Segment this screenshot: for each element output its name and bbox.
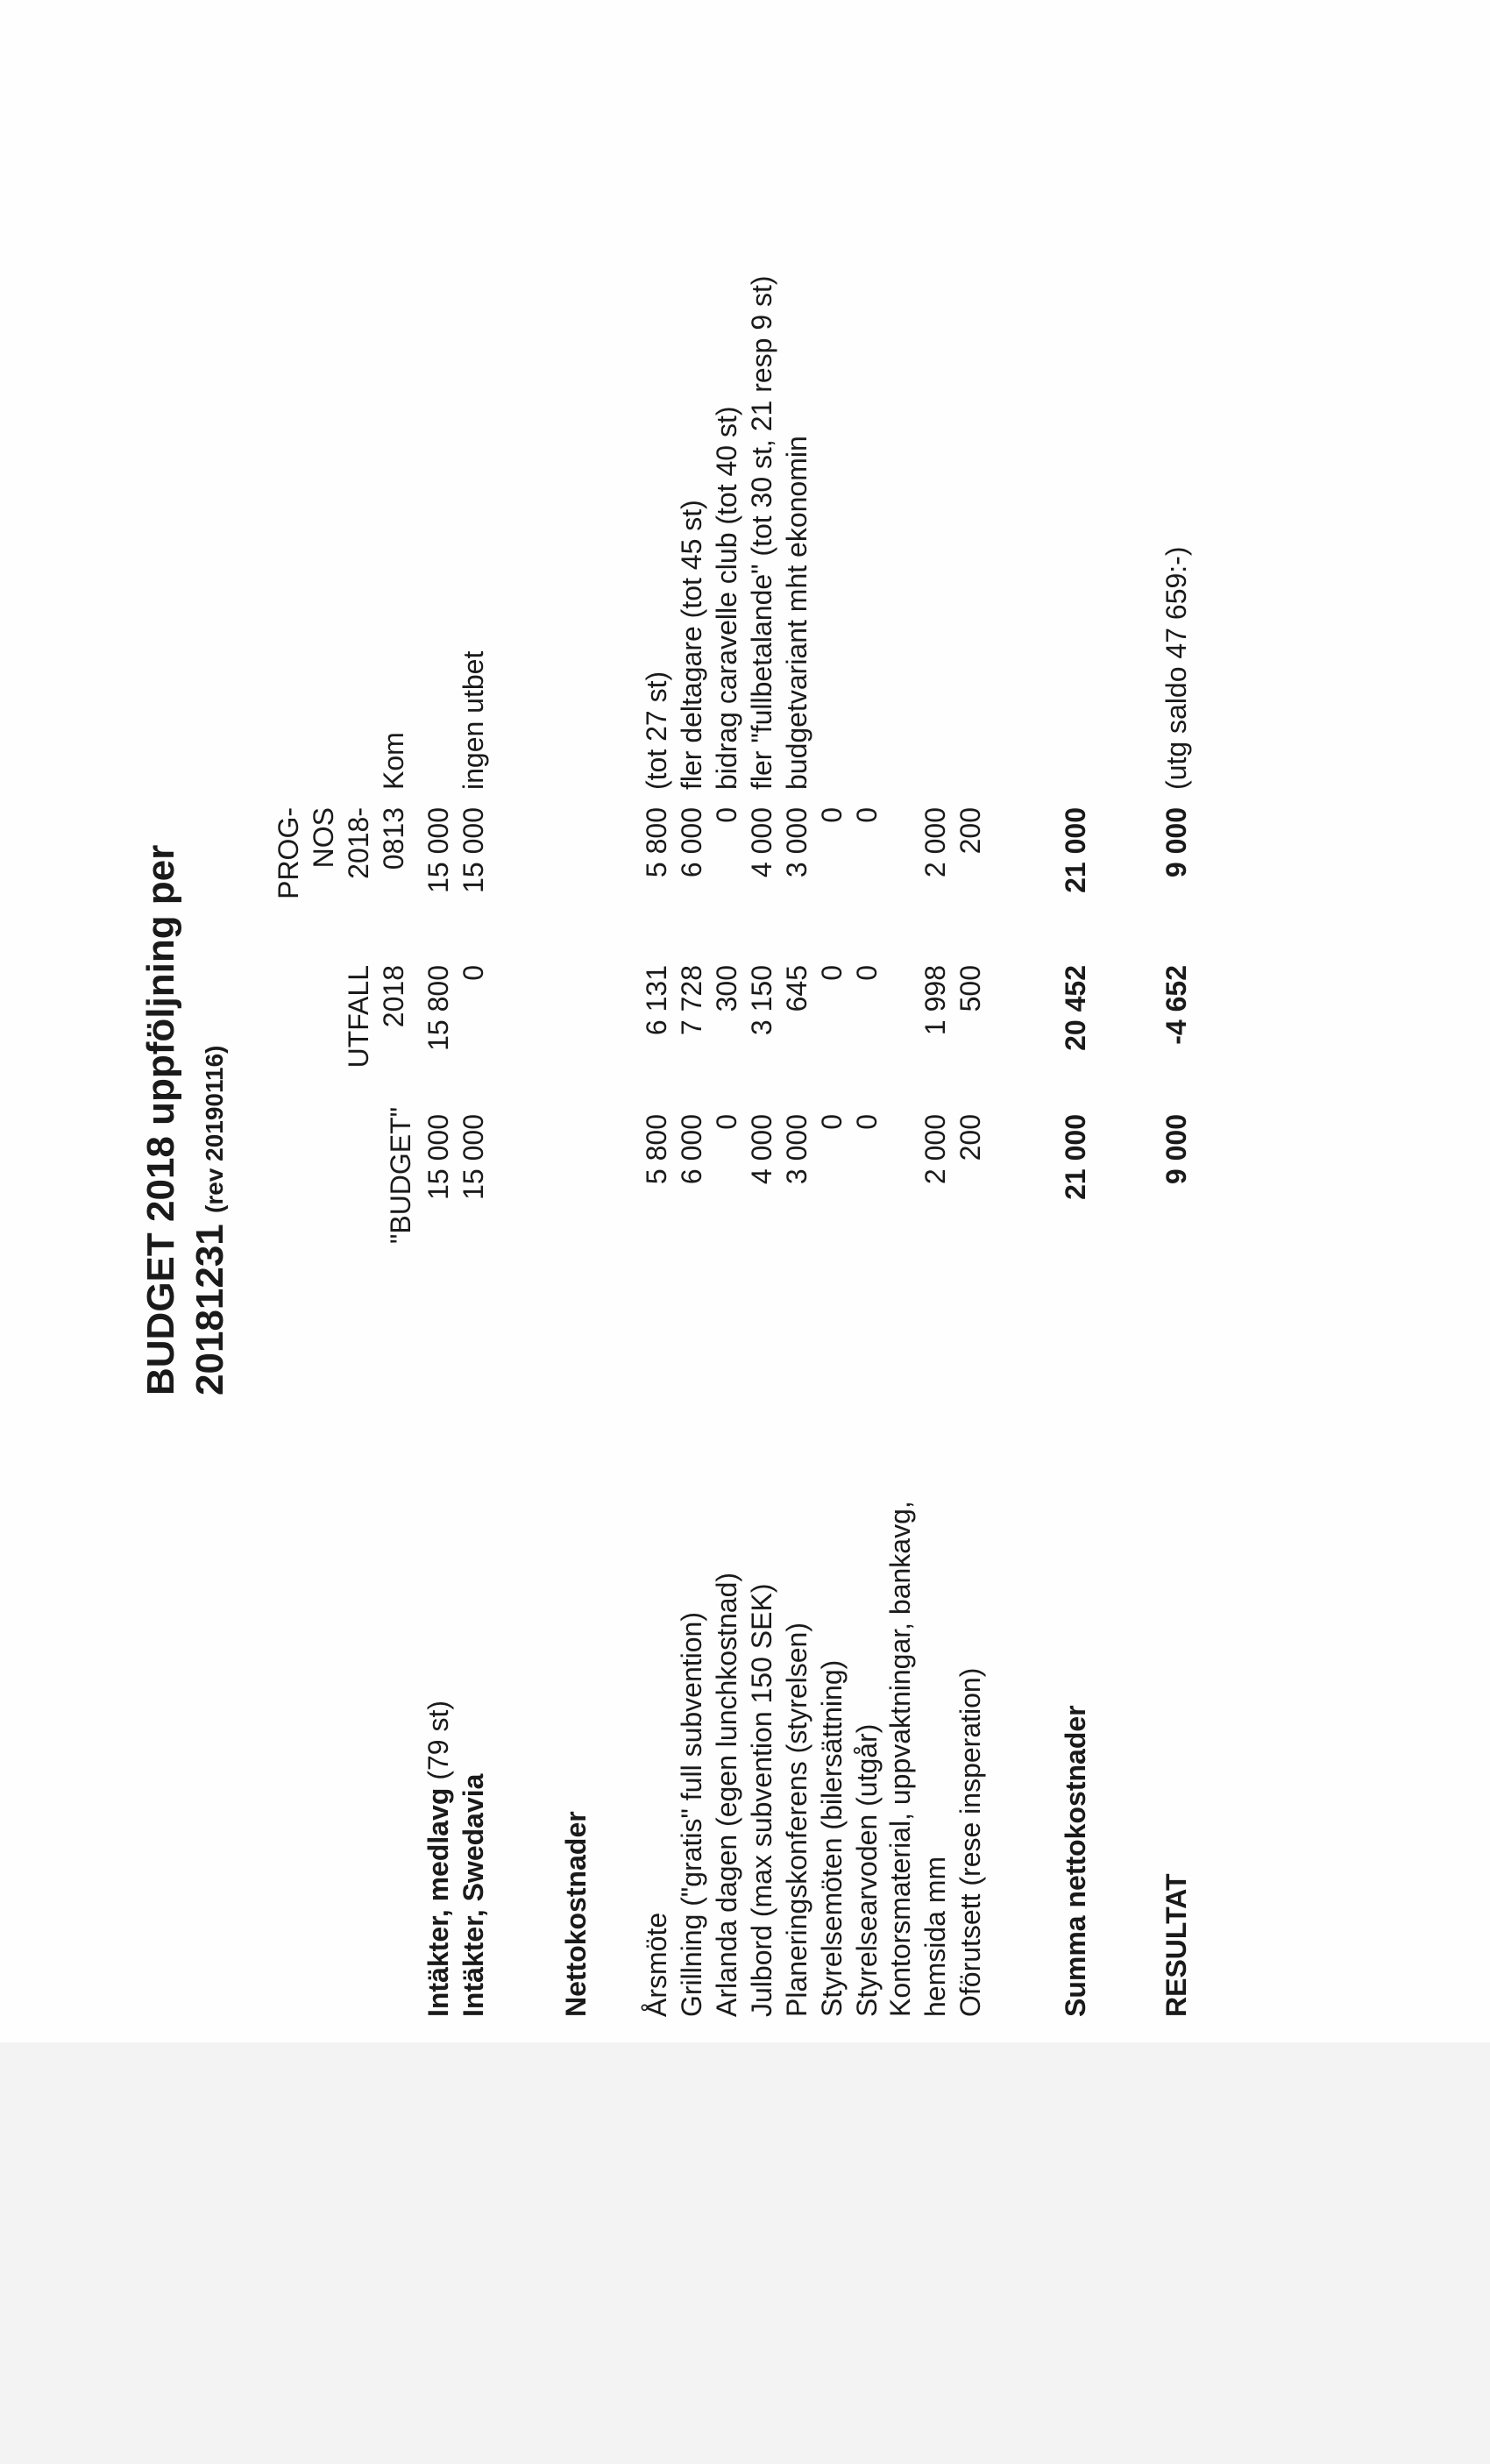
header-kom: Kom — [378, 732, 409, 790]
unforeseen-utfall: 500 — [954, 965, 986, 1012]
income-row-medlavg-label — [422, 1701, 455, 2017]
cost-budget: 6 000 — [676, 1114, 707, 1185]
header-budget: "BUDGET" — [385, 1106, 416, 1244]
cost-kom: fler deltagare (tot 45 st) — [676, 500, 707, 790]
title-date: 20181231 — [188, 1224, 231, 1395]
cost-budget: 0 — [711, 1114, 742, 1130]
income-swedavia-prognos: 15 000 — [458, 807, 489, 893]
income-swedavia-label: Intäkter, Swedavia — [458, 1773, 489, 2017]
office-utfall: 1 998 — [919, 965, 951, 1036]
cost-utfall: 3 150 — [746, 965, 777, 1036]
cost-budget: 0 — [851, 1114, 883, 1130]
unforeseen-budget: 200 — [954, 1114, 986, 1161]
cost-prognos: 4 000 — [746, 807, 777, 878]
header-utfall-2: 2018 — [378, 965, 409, 1028]
cost-prognos: 0 — [711, 807, 742, 823]
cost-budget: 3 000 — [781, 1114, 812, 1185]
cost-utfall: 7 728 — [676, 965, 707, 1036]
cost-utfall: 0 — [851, 965, 883, 981]
resultat-utfall: -4 652 — [1160, 965, 1192, 1045]
summa-label: Summa nettokostnader — [1060, 1705, 1091, 2017]
cost-label: Årsmöte — [641, 1912, 672, 2017]
summa-utfall: 20 452 — [1060, 965, 1091, 1051]
summa-budget: 21 000 — [1060, 1114, 1091, 1200]
cost-utfall: 300 — [711, 965, 742, 1012]
cost-budget: 0 — [816, 1114, 848, 1130]
summa-prognos: 21 000 — [1060, 807, 1091, 893]
income-medlavg-prognos: 15 000 — [422, 807, 454, 893]
cost-label: Styrelsemöten (bilersättning) — [816, 1659, 848, 2017]
cost-label: Grillning ("gratis" full subvention) — [676, 1611, 707, 2017]
document-title-line2 — [188, 1045, 238, 1395]
cost-kom: (tot 27 st) — [641, 671, 672, 790]
cost-prognos: 3 000 — [781, 807, 812, 878]
cost-budget: 4 000 — [746, 1114, 777, 1185]
cost-budget: 5 800 — [641, 1114, 672, 1185]
office-label-line1: Kontorsmaterial, uppvaktningar, bankavg, — [884, 1501, 916, 2017]
section-nettokostnader: Nettokostnader — [560, 1811, 592, 2017]
income-medlavg-budget: 15 000 — [422, 1114, 454, 1200]
cost-kom: bidrag caravelle club (tot 40 st) — [711, 406, 742, 790]
cost-kom: fler "fullbetalande" (tot 30 st, 21 resp 9 st) — [746, 275, 777, 790]
income-medlavg-utfall: 15 800 — [422, 965, 454, 1051]
cost-prognos: 5 800 — [641, 807, 672, 878]
cost-label: Styrelsearvoden (utgår) — [851, 1723, 883, 2017]
income-swedavia-utfall: 0 — [458, 965, 489, 981]
office-label-line2: hemsida mm — [919, 1856, 951, 2017]
header-prognos-2: NOS — [308, 807, 339, 869]
header-prognos-4: 0813 — [378, 807, 409, 870]
unforeseen-label: Oförutsett (rese insperation) — [954, 1667, 986, 2017]
header-utfall-1: UTFALL — [343, 965, 374, 1069]
cost-kom: budgetvariant mht ekonomin — [781, 436, 812, 790]
resultat-prognos: 9 000 — [1160, 807, 1192, 878]
cost-prognos: 0 — [851, 807, 883, 823]
cost-utfall: 6 131 — [641, 965, 672, 1036]
income-swedavia-budget: 15 000 — [458, 1114, 489, 1200]
header-prognos-3: 2018- — [343, 807, 374, 879]
unforeseen-prognos: 200 — [954, 807, 986, 855]
income-medlavg-count: (79 st) — [422, 1700, 454, 1788]
cost-label: Julbord (max subvention 150 SEK) — [746, 1583, 777, 2017]
resultat-label: RESULTAT — [1160, 1873, 1192, 2017]
income-swedavia-kom: ingen utbet — [458, 650, 489, 790]
document-title-line1: BUDGET 2018 uppföljning per — [139, 844, 182, 1395]
cost-label: Arlanda dagen (egen lunchkostnad) — [711, 1572, 742, 2017]
income-medlavg-label: Intäkter, medlavg — [422, 1787, 454, 2017]
cost-label: Planeringskonferens (styrelsen) — [781, 1623, 812, 2017]
cost-prognos: 6 000 — [676, 807, 707, 878]
revision-note: (rev 20190116) — [201, 1045, 228, 1213]
cost-prognos: 0 — [816, 807, 848, 823]
office-budget: 2 000 — [919, 1114, 951, 1185]
office-prognos: 2 000 — [919, 807, 951, 878]
header-prognos-1: PROG- — [273, 807, 304, 899]
cost-utfall: 0 — [816, 965, 848, 981]
cost-utfall: 645 — [781, 965, 812, 1012]
resultat-kom: (utg saldo 47 659:-) — [1160, 546, 1192, 790]
resultat-budget: 9 000 — [1160, 1114, 1192, 1185]
